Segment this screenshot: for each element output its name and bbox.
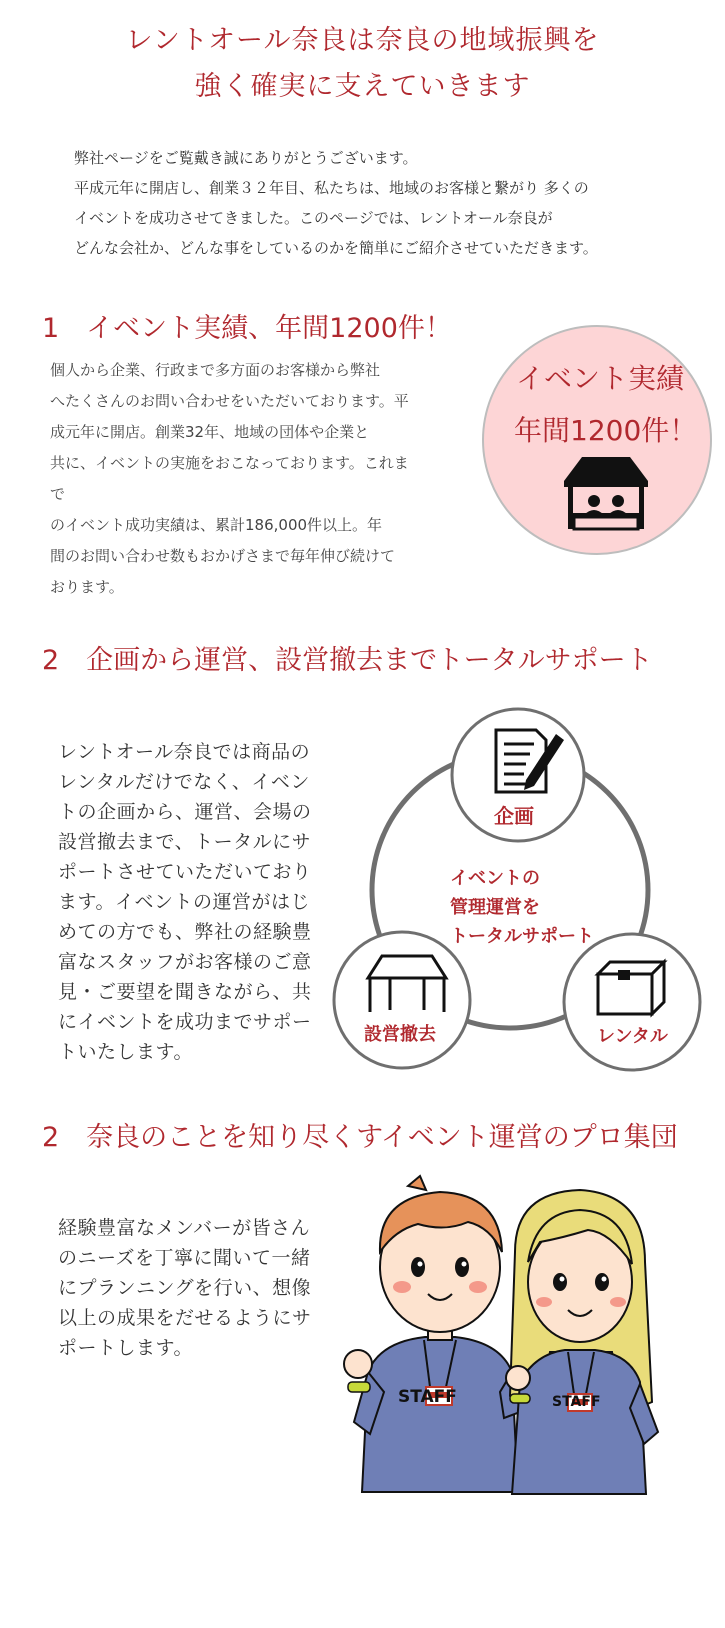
section3-line: にプランニングを行い、想像 — [58, 1277, 312, 1299]
section3-title: 2 奈良のことを知り尽くすイベント運営のプロ集団 — [42, 1122, 678, 1153]
intro-line: 弊社ページをご覧戴き誠にありがとうございます。 — [74, 149, 418, 167]
shirt-text-right: STAFF — [552, 1394, 601, 1410]
section3-line: ポートします。 — [58, 1337, 193, 1359]
section2-line: レントオール奈良では商品の — [58, 741, 311, 763]
section1-title: 1 イベント実績、年間1200件！ — [42, 313, 452, 344]
section3-body — [58, 1213, 318, 1363]
section2-body — [58, 737, 318, 1067]
section1-line: 成元年に開店。創業32年、地域の団体や企業と — [50, 423, 370, 441]
section1-line: おります。 — [50, 578, 124, 596]
female-staff-figure — [506, 1190, 658, 1494]
male-staff-figure — [344, 1176, 520, 1492]
section3-line: 経験豊富なメンバーが皆さん — [58, 1217, 311, 1239]
section2-line: トの企画から、運営、会場の — [58, 801, 312, 823]
section1-body — [50, 355, 410, 603]
section2-line: めての方でも、弊社の経験豊 — [58, 921, 312, 943]
plan-label: 企画 — [494, 804, 534, 828]
section1-line: 共に、イベントの実施をおこなっております。これまで — [50, 454, 409, 503]
section2-line: 見・ご要望を聞きながら、共 — [58, 981, 312, 1003]
section2-line: ます。イベントの運営がはじ — [58, 891, 310, 913]
rental-label: レンタル — [597, 1026, 668, 1047]
intro-line: 平成元年に開店し、創業３２年目、私たちは、地域のお客様と繋がり 多くの — [74, 179, 589, 197]
section3-line: 以上の成果をだせるようにサ — [58, 1307, 312, 1329]
intro-paragraph — [74, 143, 634, 263]
badge-line-2: 年間1200件！ — [514, 414, 698, 447]
section2-line: 富なスタッフがお客様のご意 — [58, 951, 312, 973]
badge-line-1: イベント実績 — [516, 362, 685, 395]
staff-illustration — [340, 1172, 670, 1502]
cycle-center-line: イベントの — [450, 868, 540, 889]
hero-line-1: レントオール奈良は奈良の地域振興を — [125, 25, 600, 56]
setup-node — [334, 932, 470, 1068]
hero-line-2: 強く確実に支えていきます — [194, 71, 531, 102]
event-count-badge — [482, 325, 712, 555]
intro-line: イベントを成功させてきました。このページでは、レントオール奈良が — [74, 209, 553, 227]
intro-line: どんな会社か、どんな事をしているのかを簡単にご紹介させていただきます。 — [74, 239, 598, 257]
section2-line: ポートさせていただいており — [58, 861, 312, 883]
rental-node — [564, 934, 700, 1070]
event-booth-icon — [556, 449, 656, 531]
section1-line: へたくさんのお問い合わせをいただいております。平 — [50, 392, 409, 410]
shirt-text-left: STAFF — [398, 1387, 457, 1407]
section1-line: 間のお問い合わせ数もおかげさまで毎年伸び続けて — [50, 547, 396, 565]
section2-title: 2 企画から運営、設営撤去までトータルサポート — [42, 645, 653, 676]
section2-line: にイベントを成功までサポー — [58, 1011, 312, 1033]
hero-heading — [0, 18, 725, 110]
cycle-center-line: 管理運営を — [450, 897, 540, 918]
setup-label: 設営撤去 — [364, 1024, 436, 1045]
box-icon — [598, 962, 664, 1014]
section3-line: のニーズを丁寧に聞いて一緒 — [58, 1247, 311, 1269]
section2-line: トいたします。 — [58, 1041, 193, 1063]
section1-line: のイベント成功実績は、累計186,000件以上。年 — [50, 516, 383, 534]
cycle-center-line: トータルサポート — [450, 926, 594, 947]
section2-line: レンタルだけでなく、イベン — [58, 771, 310, 793]
section2-line: 設営撤去まで、トータルにサ — [58, 831, 312, 853]
cycle-center-text — [450, 864, 594, 951]
section1-line: 個人から企業、行政まで多方面のお客様から弊社 — [50, 361, 381, 379]
